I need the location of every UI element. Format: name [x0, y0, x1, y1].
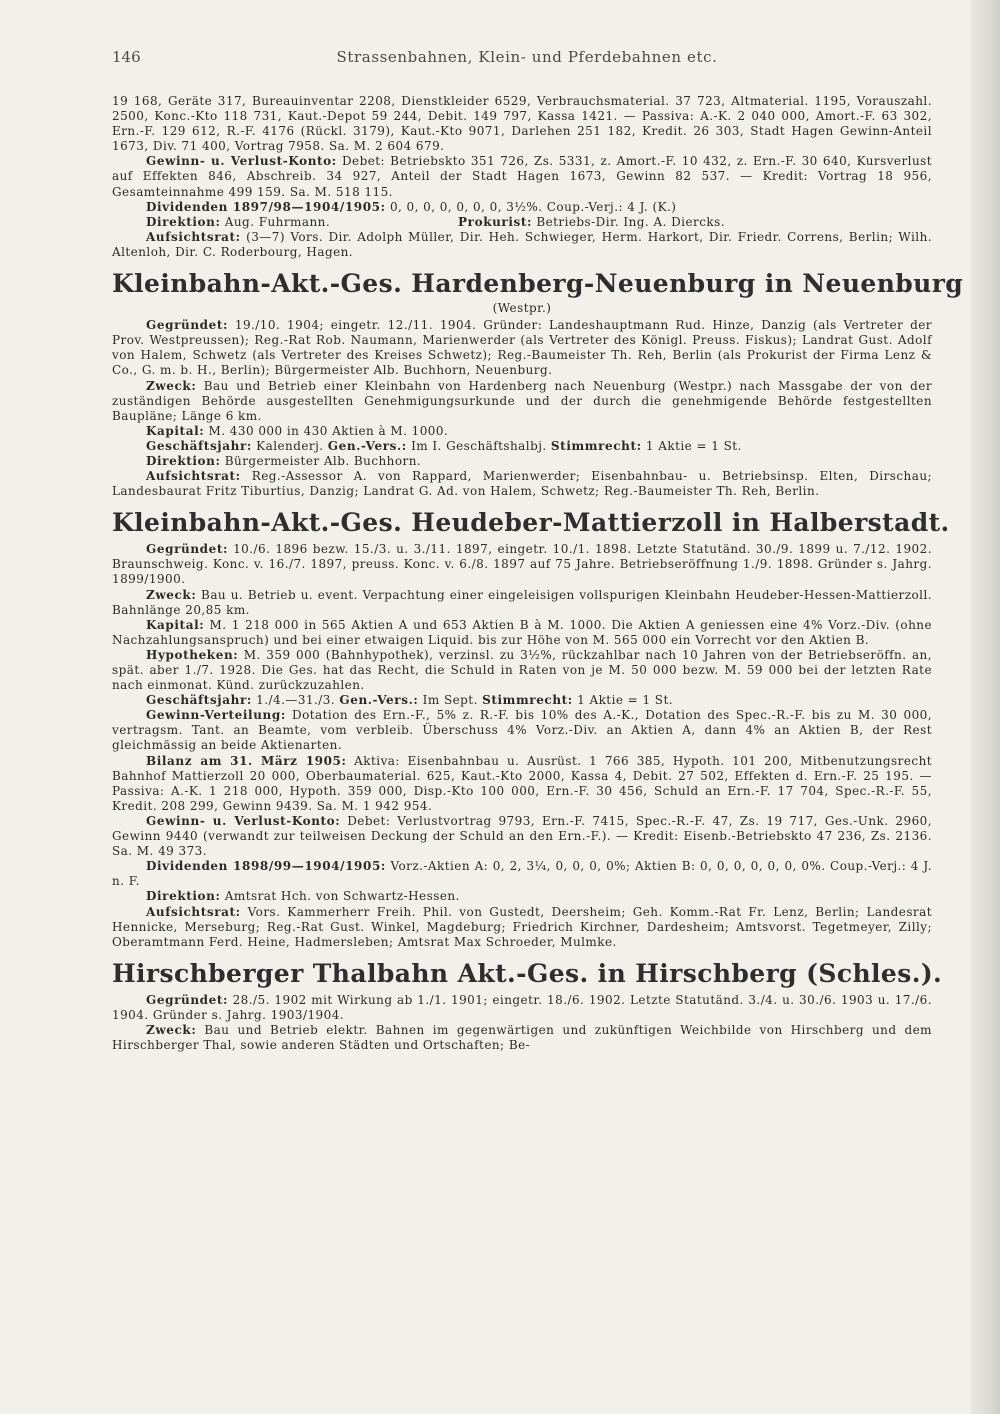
general-meeting-label: Gen.-Vers.: [339, 693, 419, 708]
purpose-label: Zweck: [146, 587, 197, 602]
balance-paragraph [112, 754, 932, 814]
dividends-paragraph [112, 859, 932, 889]
direction-paragraph [112, 454, 932, 469]
direction-text: Aug. Fuhrmann. [224, 214, 331, 229]
mortgage-paragraph [112, 648, 932, 693]
profit-distribution-paragraph [112, 708, 932, 753]
balance-continuation: 19 168, Geräte 317, Bureauinventar 2208, Dienstkleider 6529, Verbrauchsmaterial. 37 723, Altmaterial. 1195, Vorauszahl. 2500, Konc.-Kto 118 731, Kaut.-Depot 59 244, Debit. 149 797, Kassa 1421. — Passiva: A.-K. 2 040 000, Amort.-F. 63 302, Ern.-F. 129 612, R.-F. 4176 (Rückl. 3179), Kaut.-Kto 9071, Darlehen 251 182, Kredit. 26 303, Stadt Hagen Gewinn-Anteil 1673, Div. 71 400, Vortrag 7958. Sa. M. 2 604 679. [112, 94, 932, 154]
profit-distribution-label: Gewinn-Verteilung: [146, 708, 286, 723]
direction-label: Direktion: [146, 889, 221, 904]
voting-right-text: 1 Aktie = 1 St. [645, 438, 742, 453]
page-number: 146 [112, 48, 141, 66]
purpose-label: Zweck: [146, 1022, 197, 1037]
business-year-paragraph [112, 439, 932, 454]
prokurist-text: Betriebs-Dir. Ing. A. Diercks. [536, 214, 725, 229]
purpose-text: Bau und Betrieb elektr. Bahnen im gegenwärtigen und zukünftigen Weichbilde von Hirschberg und dem Hirschberger Thal, sowie anderen Städten und Ortschaften; Be- [112, 1022, 933, 1053]
direction-label: Direktion: [146, 214, 221, 229]
entry-hardenberg-neuenburg [112, 269, 964, 499]
supervisory-text: Reg.-Assessor A. von Rappard, Marienwerder; Eisenbahnbau- u. Betriebsinsp. Elten, Dirschau; Landesbaurat Fritz Tiburtius, Danzig; Landrat G. Ad. von Halem, Schwetz; Reg.-Baumeister Th. Reh, Berlin. [112, 469, 933, 499]
capital-paragraph [112, 424, 932, 439]
dividends-text: 0, 0, 0, 0, 0, 0, 0, 3½%. Coup.-Verj.: 4 J. (K.) [389, 199, 677, 214]
dividends-paragraph [112, 200, 932, 215]
supervisory-paragraph [112, 905, 932, 950]
profit-loss-text: Debet: Betriebskto 351 726, Zs. 5331, z. Amort.-F. 10 432, z. Ern.-F. 30 640, Kursverlust auf Effekten 846, Abschreib. 34 927, Anteil der Stadt Hagen 1673, Gewinn 82 537. — Kredit: Vortrag 18 956, Gesamteinnahme 499 159. Sa. M. 518 115. [112, 154, 933, 199]
entry-title: Kleinbahn-Akt.-Ges. Heudeber-Mattierzoll in Halberstadt. [112, 508, 950, 538]
profit-loss-paragraph [112, 814, 932, 859]
profit-loss-label: Gewinn- u. Verlust-Konto: [146, 154, 337, 169]
prokurist-label: Prokurist: [458, 214, 533, 229]
dividends-text: Vorz.-Aktien A: 0, 2, 3¼, 0, 0, 0, 0%; Aktien B: 0, 0, 0, 0, 0, 0, 0%. Coup.-Verj.: 4 J. n. F. [112, 859, 933, 889]
founded-paragraph [112, 993, 932, 1023]
profit-distribution-text: Dotation des Ern.-F., 5% z. R.-F. bis 10% des A.-K., Dotation des Spec.-R.-F. bis zu M. 30 000, vertragsm. Tant. an Beamte, vom verbleib. Überschuss 4% Vorz.-Div. an Aktien A, dann 4% an Aktien B, der Rest gleichmässig an beide Aktienarten. [112, 708, 932, 753]
page-header [112, 48, 942, 72]
supervisory-label: Aufsichtsrat: [146, 469, 241, 484]
business-year-paragraph [112, 693, 932, 708]
business-year-label: Geschäftsjahr: [146, 438, 252, 453]
entry-heudeber-mattierzoll [112, 508, 950, 950]
supervisory-text: Vors. Kammerherr Freih. Phil. von Gustedt, Deersheim; Geh. Komm.-Rat Fr. Lenz, Berlin; Landesrat Hennicke, Merseburg; Reg.-Rat Gust. Winkel, Magdeburg; Friedrich Kirchner, Dardesheim; Amtsvorst. Tegetmeyer, Zilly; Oberamtmann Ferd. Heine, Hadmersleben; Amtsrat Max Schroeder, Mulmke. [112, 904, 932, 949]
purpose-paragraph [112, 379, 932, 424]
supervisory-paragraph [112, 230, 932, 260]
profit-loss-paragraph [112, 154, 932, 199]
direction-label: Direktion: [146, 453, 221, 468]
entry-hirschberger-thalbahn [112, 958, 943, 1053]
capital-paragraph [112, 618, 932, 648]
balance-label: Bilanz am 31. März 1905: [146, 753, 347, 768]
founded-label: Gegründet: [146, 992, 229, 1007]
founded-label: Gegründet: [146, 542, 229, 557]
general-meeting-text: Im I. Geschäftshalbj. [411, 438, 547, 453]
carry-over-entry [112, 94, 932, 260]
general-meeting-text: Im Sept. [422, 693, 478, 708]
running-title: Strassenbahnen, Klein- und Pferdebahnen etc. [336, 48, 718, 66]
mortgage-label: Hypotheken: [146, 647, 239, 662]
voting-right-label: Stimmrecht: [550, 438, 642, 453]
direction-paragraph [112, 215, 932, 230]
purpose-paragraph [112, 1023, 932, 1053]
voting-right-label: Stimmrecht: [482, 693, 573, 708]
profit-loss-text: Debet: Verlustvortrag 9793, Ern.-F. 7415, Spec.-R.-F. 47, Zs. 19 717, Ges.-Unk. 2960, Gewinn 9440 (verwandt zur teilweisen Deckung der Schuld an den Ern.-F.). — Kredit: Eisenb.-Betriebskto 47 236, Zs. 2136. Sa. M. 49 373. [112, 813, 933, 859]
business-year-text: 1./4.—31./3. [256, 693, 336, 708]
direction-text: Bürgermeister Alb. Buchhorn. [224, 453, 422, 468]
supervisory-paragraph [112, 469, 932, 499]
entry-subtitle-wrap [112, 301, 932, 316]
capital-text: M. 430 000 in 430 Aktien à M. 1000. [208, 423, 449, 438]
business-year-label: Geschäftsjahr: [146, 693, 252, 708]
dividends-label: Dividenden 1898/99—1904/1905: [146, 859, 386, 874]
purpose-label: Zweck: [146, 378, 197, 393]
supervisory-text: (3—7) Vors. Dir. Adolph Müller, Dir. Heh. Schwieger, Herm. Harkort, Dir. Friedr. Correns, Berlin; Wilh. Altenloh, Dir. C. Roderbourg, Hagen. [112, 229, 933, 259]
entry-title: Hirschberger Thalbahn Akt.-Ges. in Hirschberg (Schles.). [112, 958, 943, 988]
voting-right-text: 1 Aktie = 1 St. [577, 693, 673, 708]
founded-label: Gegründet: [146, 318, 229, 333]
founded-text: 19./10. 1904; eingetr. 12./11. 1904. Gründer: Landeshauptmann Rud. Hinze, Danzig (als Vertreter der Prov. Westpreussen); Reg.-Rat Rob. Naumann, Marienwerder (als Vertreter des Königl. Preuss. Fiskus); Landrat Gust. Adolf von Halem, Schwetz (als Vertreter des Kreises Schwetz); Reg.-Baumeister Th. Reh, Berlin (als Prokurist der Firma Lenz & Co., G. m. b. H., Berlin); Bürgermeister Alb. Buchhorn, Neuenburg. [112, 318, 932, 378]
dividends-label: Dividenden 1897/98—1904/1905: [146, 199, 386, 214]
entry-subtitle: (Westpr.) [492, 301, 552, 316]
profit-loss-label: Gewinn- u. Verlust-Konto: [146, 813, 341, 828]
mortgage-text: M. 359 000 (Bahnhypothek), verzinsl. zu 3½%, rückzahlbar nach 10 Jahren von der Betriebseröffn. an, spät. aber 1./7. 1928. Die Ges. hat das Recht, die Schuld in Raten von je M. 50 000 bezw. M. 59 000 bei der letzten Rate nach einmonat. Künd. zurückzuzahlen. [112, 647, 932, 693]
entry-title: Kleinbahn-Akt.-Ges. Hardenberg-Neuenburg in Neuenburg [112, 269, 964, 299]
purpose-text: Bau und Betrieb einer Kleinbahn von Hardenberg nach Neuenburg (Westpr.) nach Massgabe der von der zuständigen Behörde ausgestellten Genehmigungsurkunde und der durch die genehmigende Behörde festgestellten Baupläne; Länge 6 km. [112, 378, 933, 423]
capital-label: Kapital: [146, 617, 205, 632]
capital-text: M. 1 218 000 in 565 Aktien A und 653 Aktien B à M. 1000. Die Aktien A geniessen eine 4% Vorz.-Div. (ohne Nachzahlungsanspruch) und bei einer etwaigen Liquid. bis zur Höhe von M. 565 000 ein Vorrecht vor den Aktien B. [112, 617, 932, 647]
supervisory-label: Aufsichtsrat: [146, 229, 241, 244]
founded-text: 10./6. 1896 bezw. 15./3. u. 3./11. 1897, eingetr. 10./1. 1898. Letzte Statutänd. 30./9. 1899 u. 7./12. 1902. Braunschweig. Konc. v. 16./7. 1897, preuss. Konc. v. 6./8. 1897 auf 75 Jahre. Betriebseröffnung 1./9. 1898. Gründer s. Jahrg. 1899/1900. [112, 542, 932, 587]
business-year-text: Kalenderj. [256, 438, 324, 453]
page-content [112, 94, 964, 1053]
page-edge-shadow [970, 0, 1000, 1414]
general-meeting-label: Gen.-Vers.: [327, 438, 407, 453]
founded-text: 28./5. 1902 mit Wirkung ab 1./1. 1901; eingetr. 18./6. 1902. Letzte Statutänd. 3./4. u. 30./6. 1903 u. 17./6. 1904. Gründer s. Jahrg. 1903/1904. [112, 992, 933, 1022]
purpose-text: Bau u. Betrieb u. event. Verpachtung einer eingeleisigen vollspurigen Kleinbahn Heudeber-Hessen-Mattierzoll. Bahnlänge 20,85 km. [112, 587, 933, 617]
purpose-paragraph [112, 588, 932, 618]
direction-text: Amtsrat Hch. von Schwartz-Hessen. [224, 889, 460, 904]
founded-paragraph [112, 318, 932, 378]
capital-label: Kapital: [146, 423, 205, 438]
direction-paragraph [112, 889, 932, 904]
balance-text: Aktiva: Eisenbahnbau u. Ausrüst. 1 766 385, Hypoth. 101 200, Mitbenutzungsrecht Bahnhof Mattierzoll 20 000, Oberbaumaterial. 625, Kaut.-Kto 2000, Kassa 4, Debit. 27 502, Effekten d. Ern.-F. 25 195. — Passiva: A.-K. 1 218 000, Hypoth. 359 000, Disp.-Kto 100 000, Ern.-F. 30 456, Schuld an Ern.-F. 17 704, Spec.-R.-F. 55, Kredit. 208 299, Gewinn 9439. Sa. M. 1 942 954. [112, 753, 933, 813]
founded-paragraph [112, 542, 932, 587]
supervisory-label: Aufsichtsrat: [146, 904, 241, 919]
